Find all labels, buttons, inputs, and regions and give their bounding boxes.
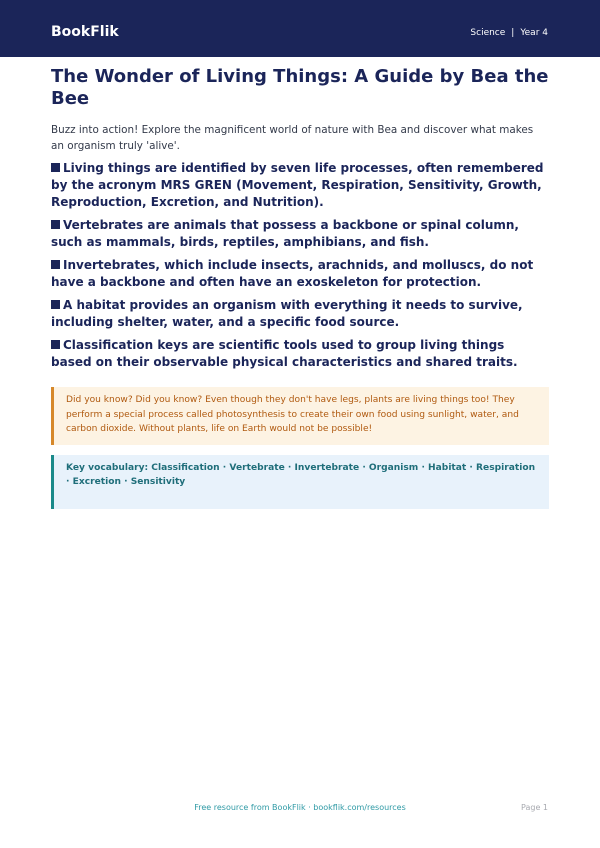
- list-item: [51, 257, 549, 291]
- square-bullet-icon: [51, 300, 60, 309]
- subject-meta: [470, 26, 548, 40]
- main-content: [51, 66, 549, 509]
- square-bullet-icon: [51, 220, 60, 229]
- brand-logo[interactable]: BookFlik: [51, 24, 119, 40]
- square-bullet-icon: [51, 260, 60, 269]
- point-text: Invertebrates, which include insects, arachnids, and molluscs, do not have a backbone and often have an exoskeleton for protection.: [51, 258, 534, 289]
- intro-text: Buzz into action! Explore the magnificent world of nature with Bea and discover what makes an organism truly 'alive'.: [51, 124, 534, 152]
- square-bullet-icon: [51, 163, 60, 172]
- page-title: The Wonder of Living Things: A Guide by Bea the Bee: [51, 66, 549, 109]
- square-bullet-icon: [51, 340, 60, 349]
- list-item: [51, 217, 549, 251]
- point-text: A habitat provides an organism with everything it needs to survive, including shelter, water, and a specific food source.: [51, 298, 523, 329]
- point-text: Vertebrates are animals that possess a backbone or spinal column, such as mammals, birds, reptiles, amphibians, and fish.: [51, 218, 519, 249]
- page-number: Page 1: [521, 803, 548, 812]
- list-item: [51, 160, 549, 211]
- vocabulary-box: [51, 455, 549, 509]
- year-label: Year 4: [520, 28, 548, 38]
- did-you-know-callout: [51, 387, 549, 445]
- footer-resource-link[interactable]: Free resource from BookFlik · bookflik.com/resources: [194, 803, 406, 812]
- list-item: [51, 337, 549, 371]
- subject-label: Science: [470, 28, 506, 38]
- did-you-know-text: Did you know? Did you know? Even though they don't have legs, plants are living things too! They perform a special process called photosynthesis to create their own food using sunlight, water, and carbon dioxide. Without plants, life on Earth would not be possible!: [66, 395, 519, 434]
- point-text: Living things are identified by seven life processes, often remembered by the acronym MRS GREN (Movement, Respiration, Sensitivity, Growth, Reproduction, Excretion, and Nutrition).: [51, 161, 544, 209]
- vocabulary-text: Key vocabulary: Classification · Vertebrate · Invertebrate · Organism · Habitat · Respiration · Excretion · Sensitivity: [66, 462, 536, 487]
- point-text: Classification keys are scientific tools used to group living things based on their observable physical characteristics and shared traits.: [51, 338, 518, 369]
- list-item: [51, 297, 549, 331]
- meta-separator: |: [511, 28, 515, 38]
- header-bar: [0, 0, 600, 57]
- callout-spacer: [51, 445, 549, 455]
- key-points-list: [51, 160, 549, 371]
